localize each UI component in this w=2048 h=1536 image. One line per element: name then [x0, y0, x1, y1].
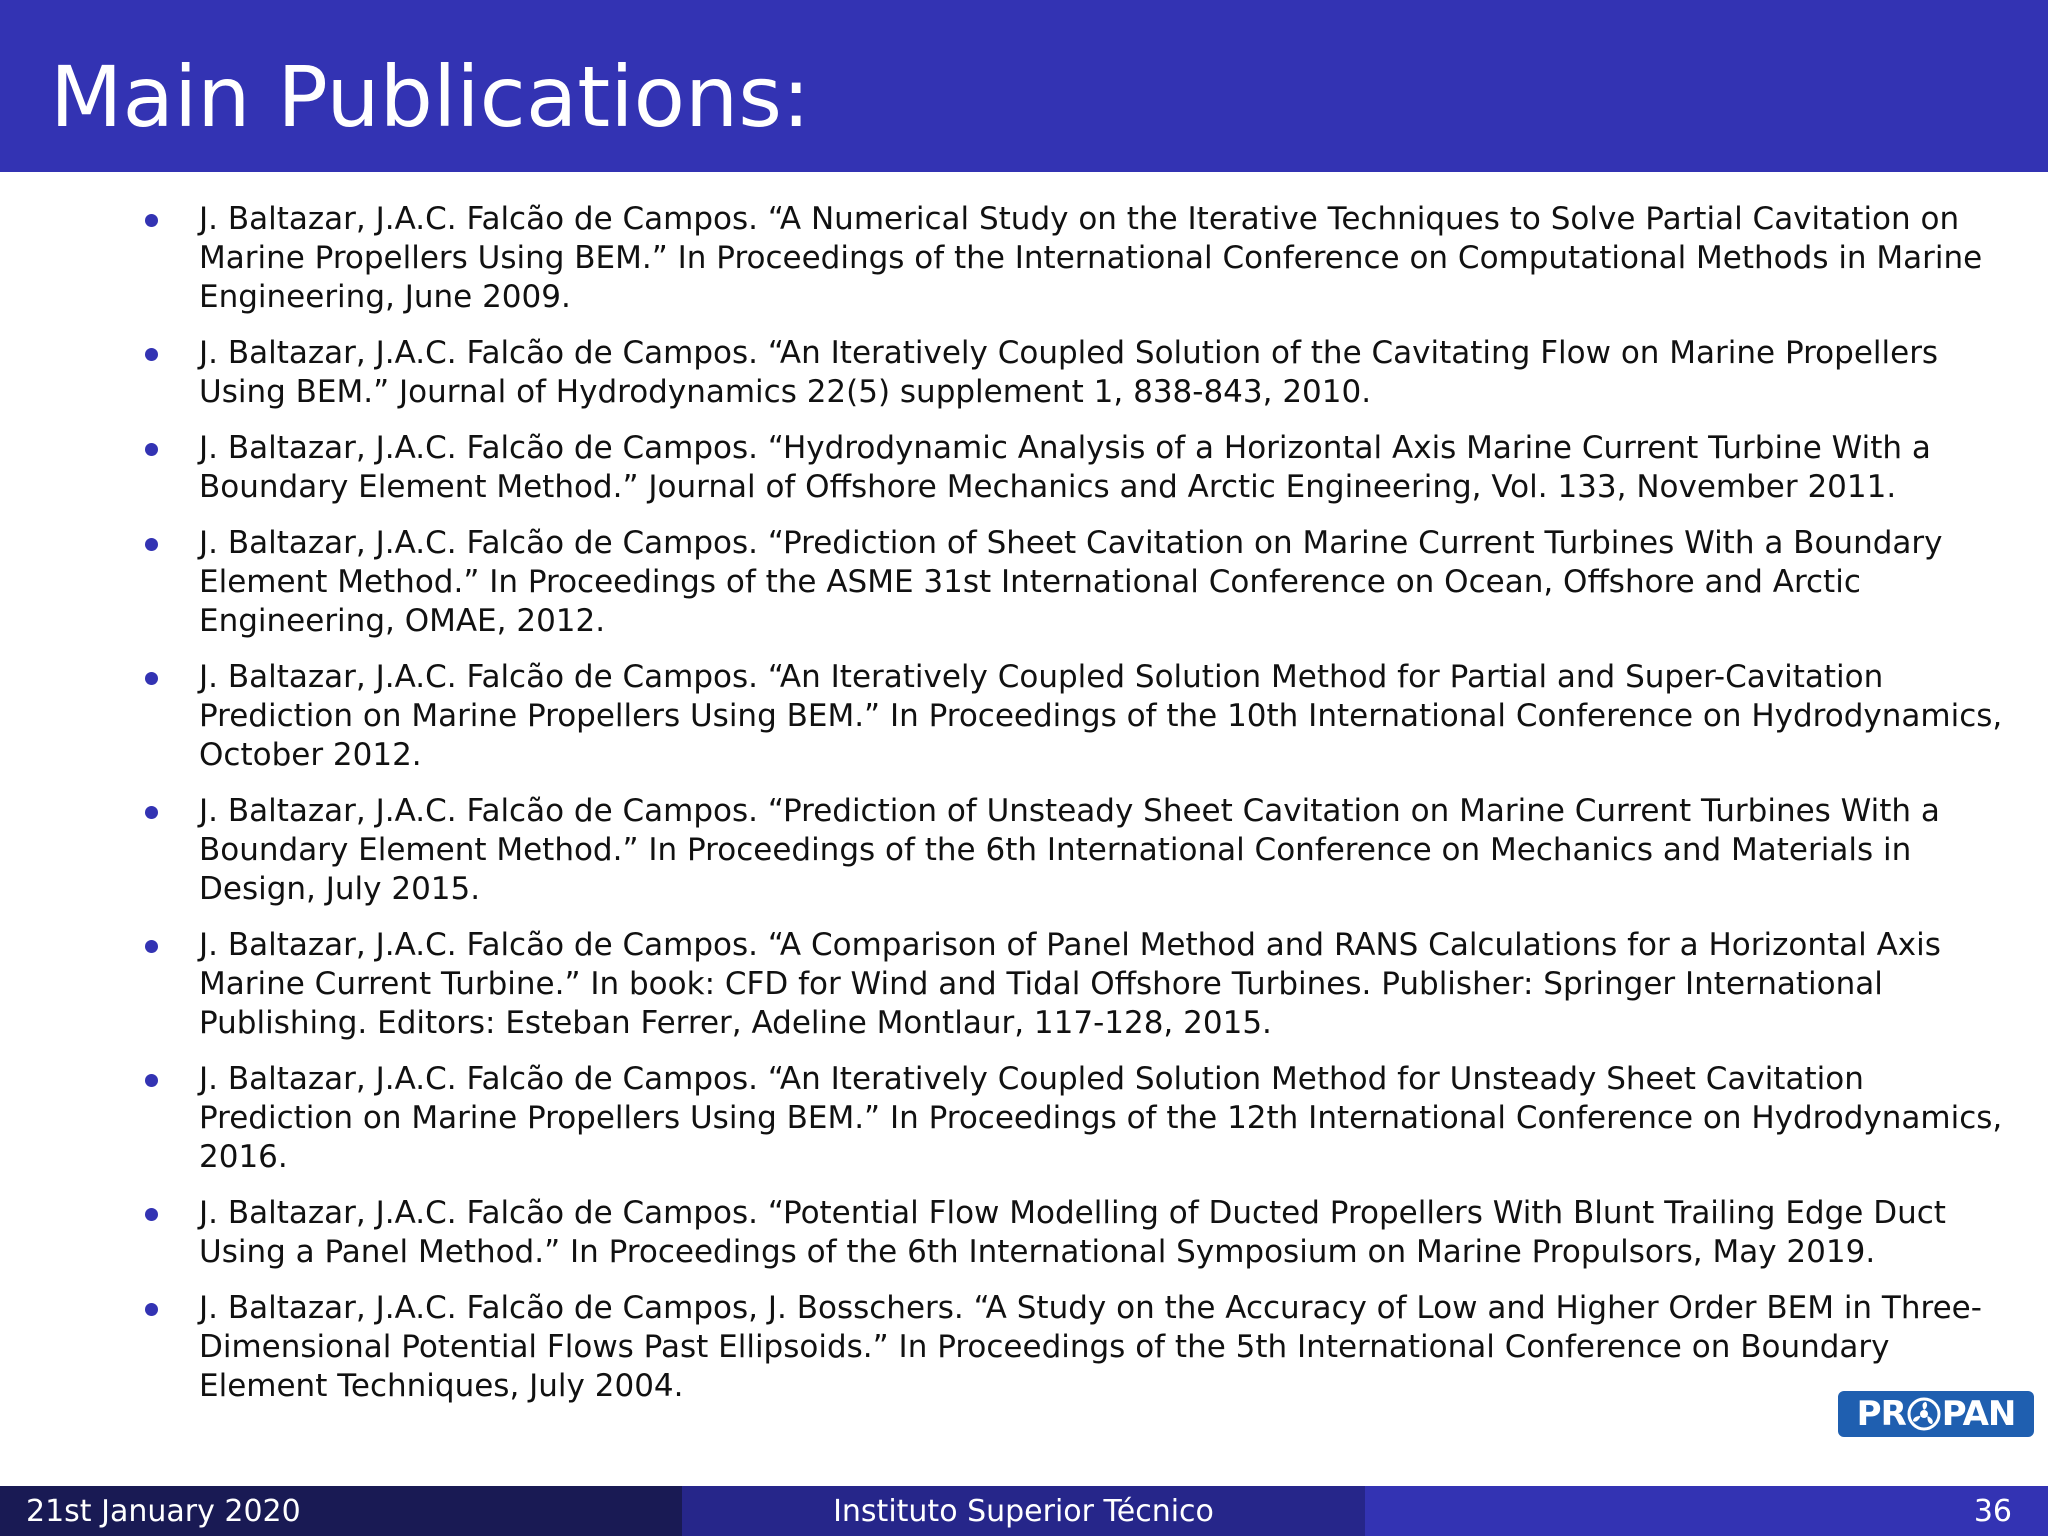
publication-text: J. Baltazar, J.A.C. Falcão de Campos. “Potential Flow Modelling of Ducted Propellers With Blunt Trailing Edge Duct Using a Panel Method.” In Proceedings of the 6th International Symposium on Marine Propulsors, May 2019. [199, 1195, 1946, 1270]
bullet-icon [145, 1074, 158, 1087]
footer-date: 21st January 2020 [0, 1486, 682, 1536]
publication-item [140, 524, 2010, 641]
bullet-icon [145, 214, 158, 227]
publication-item [140, 926, 2010, 1043]
publication-list [140, 200, 2010, 1423]
publication-text: J. Baltazar, J.A.C. Falcão de Campos. “Prediction of Sheet Cavitation on Marine Current Turbines With a Boundary Element Method.” In Proceedings of the ASME 31st International Conference on Ocean, Offshore and Arctic Engineering, OMAE, 2012. [199, 525, 1943, 639]
publication-item [140, 658, 2010, 775]
publication-text: J. Baltazar, J.A.C. Falcão de Campos. “A Comparison of Panel Method and RANS Calculations for a Horizontal Axis Marine Current Turbine.” In book: CFD for Wind and Tidal Offshore Turbines. Publisher: Springer International Publishing. Editors: Esteban Ferrer, Adeline Montlaur, 117-128, 2015. [199, 927, 1941, 1041]
propan-logo [1838, 1391, 2034, 1437]
bullet-icon [145, 443, 158, 456]
bullet-icon [145, 348, 158, 361]
publication-item [140, 1289, 2010, 1406]
logo-text-left: PR [1856, 1394, 1906, 1434]
publication-text: J. Baltazar, J.A.C. Falcão de Campos. “Hydrodynamic Analysis of a Horizontal Axis Marine Current Turbine With a Boundary Element Method.” Journal of Offshore Mechanics and Arctic Engineering, Vol. 133, November 2011. [199, 430, 1931, 505]
bullet-icon [145, 672, 158, 685]
publication-text: J. Baltazar, J.A.C. Falcão de Campos, J. Bosschers. “A Study on the Accuracy of Low and Higher Order BEM in Three-Dimensional Potential Flows Past Ellipsoids.” In Proceedings of the 5th International Conference on Boundary Element Techniques, July 2004. [199, 1290, 1982, 1404]
bullet-icon [145, 538, 158, 551]
publication-item [140, 200, 2010, 317]
bullet-icon [145, 1303, 158, 1316]
logo-text-right: PAN [1941, 1394, 2016, 1434]
footer-page-number: 36 [1365, 1486, 2048, 1536]
slide-title: Main Publications: [50, 48, 811, 146]
footer-institution: Instituto Superior Técnico [682, 1486, 1365, 1536]
publication-item [140, 1060, 2010, 1177]
publication-text: J. Baltazar, J.A.C. Falcão de Campos. “Prediction of Unsteady Sheet Cavitation on Marine Current Turbines With a Boundary Element Method.” In Proceedings of the 6th International Conference on Mechanics and Materials in Design, July 2015. [199, 793, 1940, 907]
publication-text: J. Baltazar, J.A.C. Falcão de Campos. “An Iteratively Coupled Solution Method for Unsteady Sheet Cavitation Prediction on Marine Propellers Using BEM.” In Proceedings of the 12th International Conference on Hydrodynamics, 2016. [199, 1061, 2003, 1175]
publication-item [140, 334, 2010, 412]
slide-header [0, 0, 2048, 172]
bullet-icon [145, 806, 158, 819]
publication-text: J. Baltazar, J.A.C. Falcão de Campos. “An Iteratively Coupled Solution Method for Partial and Super-Cavitation Prediction on Marine Propellers Using BEM.” In Proceedings of the 10th International Conference on Hydrodynamics, October 2012. [199, 659, 2003, 773]
publication-text: J. Baltazar, J.A.C. Falcão de Campos. “An Iteratively Coupled Solution of the Cavitating Flow on Marine Propellers Using BEM.” Journal of Hydrodynamics 22(5) supplement 1, 838-843, 2010. [199, 335, 1939, 410]
bullet-icon [145, 940, 158, 953]
slide-footer [0, 1486, 2048, 1536]
bullet-icon [145, 1208, 158, 1221]
publication-item [140, 1194, 2010, 1272]
propeller-icon [1907, 1397, 1941, 1431]
publication-text: J. Baltazar, J.A.C. Falcão de Campos. “A Numerical Study on the Iterative Techniques to Solve Partial Cavitation on Marine Propellers Using BEM.” In Proceedings of the International Conference on Computational Methods in Marine Engineering, June 2009. [199, 201, 1983, 315]
publication-item [140, 429, 2010, 507]
publication-item [140, 792, 2010, 909]
